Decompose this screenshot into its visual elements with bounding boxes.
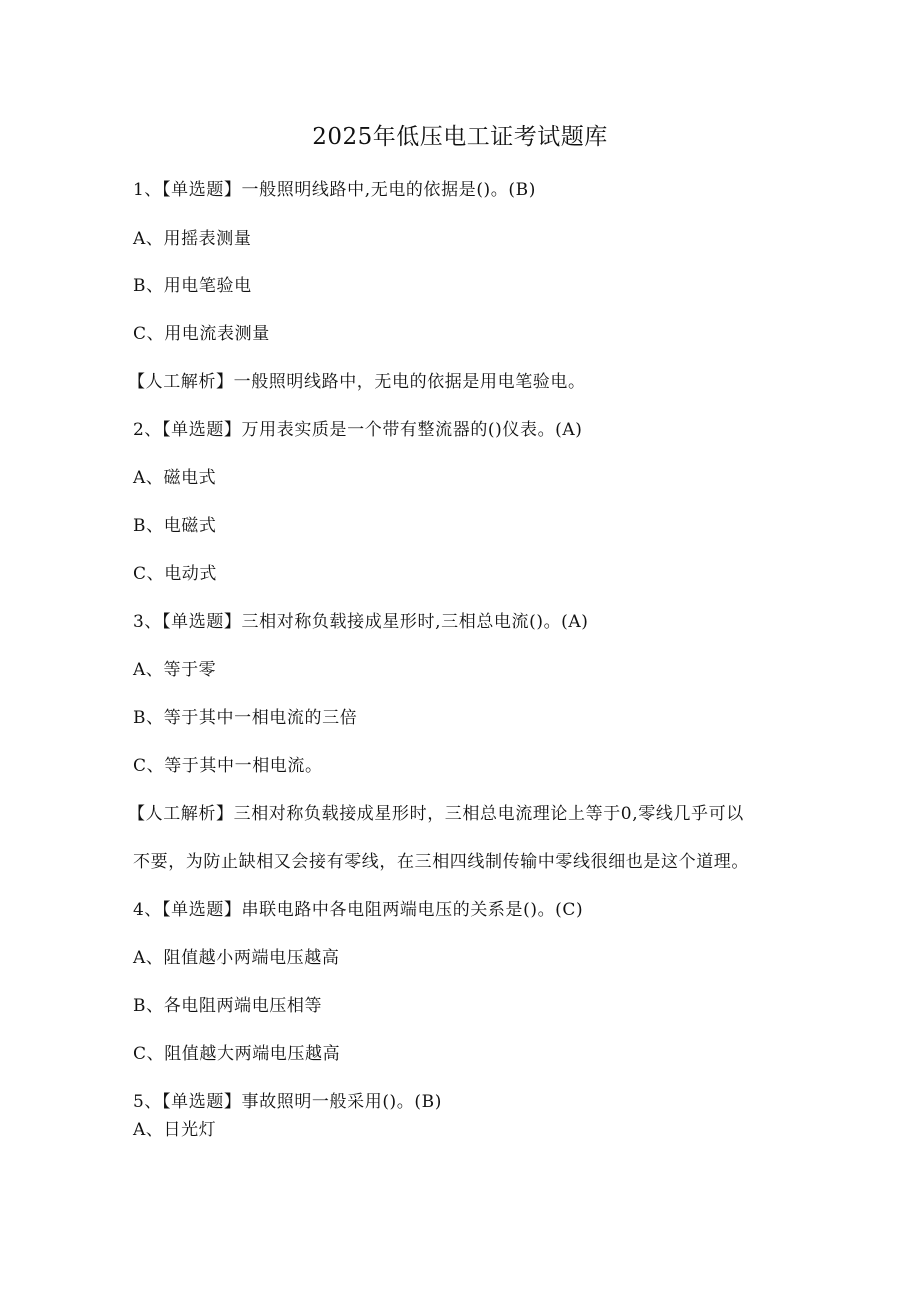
question-4-option-c: C、阻值越大两端电压越高 (133, 1044, 341, 1064)
question-3-option-c: C、等于其中一相电流。 (133, 756, 323, 776)
question-5-option-a: A、日光灯 (133, 1120, 217, 1140)
question-2-option-a: A、磁电式 (133, 468, 217, 488)
question-3-analysis-line-1: 【人工解析】三相对称负载接成星形时，三相总电流理论上等于0,零线几乎可以 (128, 804, 744, 824)
question-3-option-a: A、等于零 (133, 660, 217, 680)
question-4-stem: 4、【单选题】串联电路中各电阻两端电压的关系是()。(C) (133, 900, 584, 920)
question-1-stem: 1、【单选题】一般照明线路中,无电的依据是()。(B) (133, 180, 536, 200)
question-1-option-a: A、用摇表测量 (133, 229, 252, 249)
page-title: 2025年低压电工证考试题库 (312, 124, 608, 150)
question-4-option-b: B、各电阻两端电压相等 (133, 996, 323, 1016)
question-5-stem: 5、【单选题】事故照明一般采用()。(B) (133, 1092, 442, 1112)
question-2-option-b: B、电磁式 (133, 516, 217, 536)
question-2-stem: 2、【单选题】万用表实质是一个带有整流器的()仪表。(A) (133, 420, 583, 440)
question-3-option-b: B、等于其中一相电流的三倍 (133, 708, 358, 728)
question-2-option-c: C、电动式 (133, 564, 218, 584)
question-3-analysis-line-2: 不要，为防止缺相又会接有零线，在三相四线制传输中零线很细也是这个道理。 (133, 852, 749, 872)
question-1-option-b: B、用电笔验电 (133, 276, 252, 296)
question-1-analysis: 【人工解析】一般照明线路中，无电的依据是用电笔验电。 (128, 372, 586, 392)
question-3-stem: 3、【单选题】三相对称负载接成星形时,三相总电流()。(A) (133, 612, 589, 632)
question-4-option-a: A、阻值越小两端电压越高 (133, 948, 340, 968)
question-1-option-c: C、用电流表测量 (133, 324, 270, 344)
